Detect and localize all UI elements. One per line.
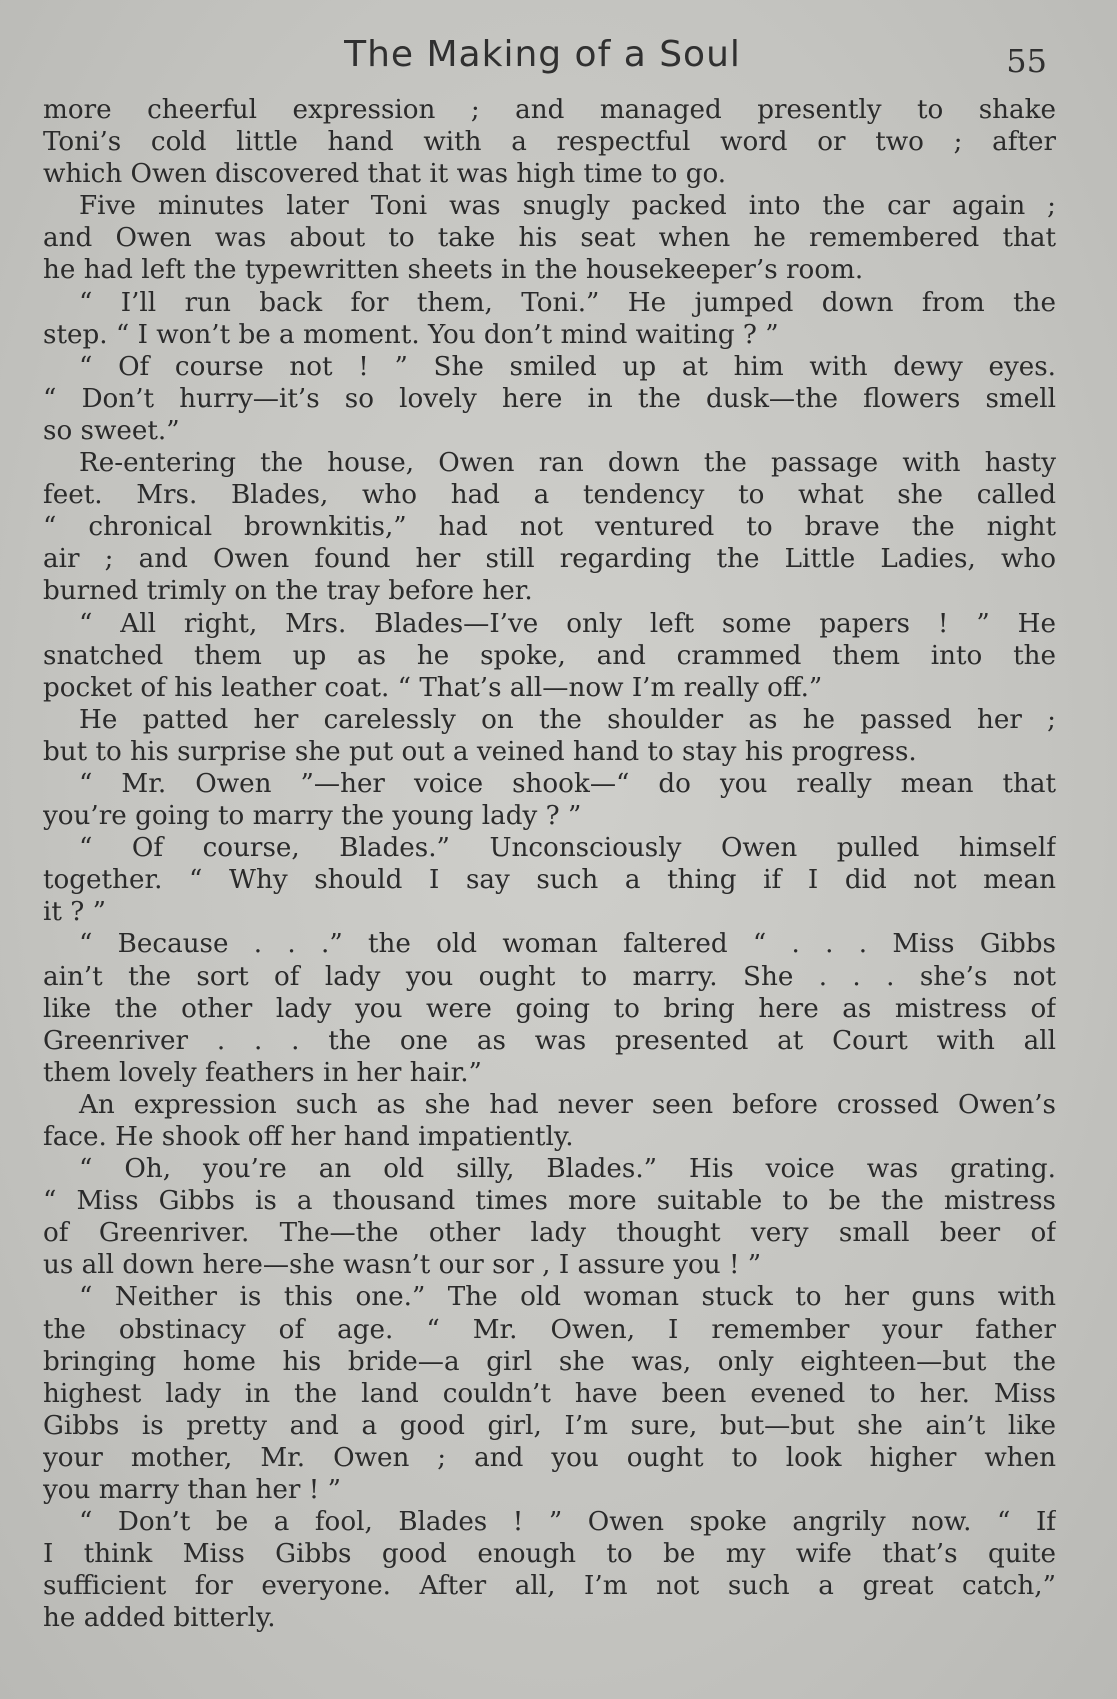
text-line: sufficient for everyone. After all, I’m not such a great catch,” bbox=[43, 1571, 1056, 1602]
text-line: “ Because . . .” the old woman faltered “ . . . Miss Gibbs bbox=[79, 929, 1056, 960]
text-line: he had left the typewritten sheets in the housekeeper’s room. bbox=[43, 255, 864, 286]
text-line: them lovely feathers in her hair.” bbox=[43, 1057, 482, 1088]
text-line: “ Don’t be a fool, Blades ! ” Owen spoke angrily now. “ If bbox=[79, 1507, 1056, 1538]
text-line: “ Don’t hurry—it’s so lovely here in the dusk—the flowers smell bbox=[43, 383, 1056, 414]
text-line: air ; and Owen found her still regarding the Little Ladies, who bbox=[43, 544, 1056, 575]
text-line: it ? ” bbox=[43, 897, 106, 928]
text-line: I think Miss Gibbs good enough to be my wife that’s quite bbox=[43, 1539, 1056, 1570]
text-line: of Greenriver. The—the other lady thought very small beer of bbox=[43, 1218, 1056, 1249]
text-line: like the other lady you were going to bring here as mistress of bbox=[43, 993, 1056, 1024]
text-line: “ I’ll run back for them, Toni.” He jumped down from the bbox=[79, 287, 1056, 318]
running-head bbox=[0, 28, 1117, 78]
body-text bbox=[43, 94, 1056, 1635]
text-line: bringing home his bride—a girl she was, only eighteen—but the bbox=[43, 1346, 1056, 1377]
text-line: Gibbs is pretty and a good girl, I’m sure, but—but she ain’t like bbox=[43, 1410, 1056, 1441]
text-line: “ Neither is this one.” The old woman stuck to her guns with bbox=[79, 1282, 1056, 1313]
text-line: “ Mr. Owen ”—her voice shook—“ do you really mean that bbox=[79, 768, 1056, 799]
page-number: 55 bbox=[1006, 42, 1047, 80]
text-line: you marry than her ! ” bbox=[43, 1475, 341, 1506]
text-line: snatched them up as he spoke, and crammed them into the bbox=[43, 640, 1056, 671]
text-line: “ Of course, Blades.” Unconsciously Owen pulled himself bbox=[79, 833, 1056, 864]
text-line: “ Miss Gibbs is a thousand times more suitable to be the mistress bbox=[43, 1186, 1056, 1217]
text-line: he added bitterly. bbox=[43, 1603, 276, 1634]
text-line: highest lady in the land couldn’t have been evened to her. Miss bbox=[43, 1378, 1056, 1409]
text-line: together. “ Why should I say such a thing if I did not mean bbox=[43, 865, 1056, 896]
text-line: us all down here—she wasn’t our sor , I assure you ! ” bbox=[43, 1250, 762, 1281]
text-line: Five minutes later Toni was snugly packed into the car again ; bbox=[79, 191, 1056, 222]
text-line: ain’t the sort of lady you ought to marry. She . . . she’s not bbox=[43, 961, 1056, 992]
text-line: pocket of his leather coat. “ That’s all—now I’m really off.” bbox=[43, 672, 823, 703]
text-line: “ Of course not ! ” She smiled up at him with dewy eyes. bbox=[79, 351, 1056, 382]
text-line: Toni’s cold little hand with a respectful word or two ; after bbox=[43, 127, 1056, 158]
text-line: An expression such as she had never seen before crossed Owen’s bbox=[79, 1089, 1056, 1120]
text-line: and Owen was about to take his seat when he remembered that bbox=[43, 223, 1056, 254]
text-line: step. “ I won’t be a moment. You don’t mind waiting ? ” bbox=[43, 319, 779, 350]
text-line: “ All right, Mrs. Blades—I’ve only left some papers ! ” He bbox=[79, 608, 1056, 639]
text-line: more cheerful expression ; and managed presently to shake bbox=[43, 95, 1056, 125]
text-line: which Owen discovered that it was high time to go. bbox=[43, 159, 727, 190]
text-line: “ chronical brownkitis,” had not ventured to brave the night bbox=[43, 512, 1056, 543]
text-line: Re-entering the house, Owen ran down the passage with hasty bbox=[79, 448, 1056, 479]
text-line: but to his surprise she put out a veined hand to stay his progress. bbox=[43, 736, 917, 767]
text-line: so sweet.” bbox=[43, 415, 180, 446]
running-title: The Making of a Soul bbox=[344, 34, 741, 75]
text-line: your mother, Mr. Owen ; and you ought to look higher when bbox=[43, 1442, 1056, 1473]
text-line: Greenriver . . . the one as was presented at Court with all bbox=[43, 1025, 1056, 1056]
text-line: “ Oh, you’re an old silly, Blades.” His voice was grating. bbox=[79, 1154, 1056, 1185]
text-line: you’re going to marry the young lady ? ” bbox=[43, 801, 582, 832]
text-line: burned trimly on the tray before her. bbox=[43, 576, 533, 607]
text-line: feet. Mrs. Blades, who had a tendency to what she called bbox=[43, 480, 1056, 511]
text-line: face. He shook off her hand impatiently. bbox=[43, 1122, 574, 1152]
text-line: He patted her carelessly on the shoulder as he passed her ; bbox=[79, 704, 1056, 735]
text-line: the obstinacy of age. “ Mr. Owen, I remember your father bbox=[43, 1314, 1056, 1345]
